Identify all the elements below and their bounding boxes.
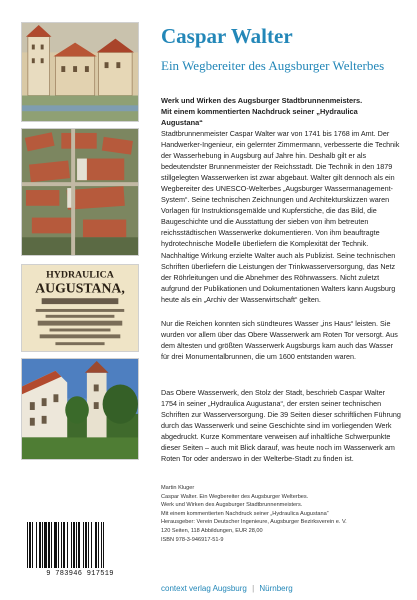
biblio-editor: Herausgeber: Verein Deutscher Ingenieure, Augsburger Bezirksverein e. V. <box>161 519 347 526</box>
bibliographic-info <box>161 484 401 544</box>
biblio-isbn: ISBN 978-3-946917-51-9 <box>161 536 224 543</box>
book-subtitle: Ein Wegbereiter des Augsburger Welterbes <box>161 58 385 73</box>
publisher-city-1: Augsburg <box>212 584 247 593</box>
cover-title-line1: HYDRAULICA <box>46 269 114 281</box>
lead-line-2: Mit einem kommentierten Nachdruck seiner „Hydraulica Augustana“ <box>161 107 358 127</box>
book-title: Caspar Walter <box>161 24 293 48</box>
biblio-reprint: Mit einem kommentierten Nachdruck seiner „Hydraulica Augustana“ <box>161 510 329 517</box>
isbn-barcode <box>21 520 139 574</box>
waterworks-painting-image <box>21 22 139 122</box>
publisher-city-2: Nürnberg <box>259 584 293 593</box>
city-aerial-photo <box>21 128 139 256</box>
lead-line-1: Werk und Wirken des Augsburger Stadtbrunnenmeisters. <box>161 96 363 105</box>
body-paragraph-1: Stadtbrunnenmeister Caspar Walter war von 1741 bis 1768 im Amt. Der Handwerker-Ingenieur, ein gelernter Zimmermann, verbesserte die Technik der Wasserhebung in Augsburg auf Jahre hin. Deshalb gilt er als bedeutendster Brunnenmeister der Reichsstadt. Die Technik in den 1879 stillgelegten Wasserwerken ist zwar abgebaut. Walter gilt dennoch als ein Wegbereiter des UNESCO-Welterbes „Augsburger Wassermanagement-System“. Seine technischen Zeichnungen und Architekturskizzen waren Vorlagen für Instruktionsgemälde und Kupferstiche, die das Bild, die Baugeschichte und die Ausstattung der sieben von ihm betreuten reichsstädtischen Wasserwerke dokumentieren. Von ihm beauftragte hydrotechnische Modelle überliefern die Komplexität der Technik. <box>161 129 400 248</box>
barcode-digits: 9 783946 917519 <box>46 570 114 578</box>
hydraulica-augustana-title-page <box>21 264 139 352</box>
body-paragraph-2: Nachhaltige Wirkung erzielte Walter auch als Publizist. Seine technischen Schriften überliefern die Leistungen der Trinkwasserversorgung, das Netz der Röhrleitungen und die Abnehmer des Röhrwassers. Nicht zuletzt aufgrund der Publikationen und Dokumentationen Walters kann Augsburg heute als ein „Archiv der Wasserwirtschaft“ gelten. <box>161 251 396 304</box>
water-tower-photo <box>21 358 139 460</box>
publisher-separator: | <box>252 584 255 593</box>
publisher-line <box>161 584 293 593</box>
publisher-name: context verlag <box>161 584 211 593</box>
biblio-subtitle: Werk und Wirken des Augsburger Stadtbrunnenmeisters. <box>161 502 303 509</box>
biblio-author: Martin Kluger <box>161 485 195 491</box>
cover-title-line2: AUGUSTANA, <box>35 280 125 296</box>
biblio-pages-price: 120 Seiten, 118 Abbildungen, EUR 28,00 <box>161 527 263 534</box>
lead-text <box>161 95 401 128</box>
body-paragraph-3: Nur die Reichen konnten sich sündteures Wasser „ins Haus“ leisten. Sie wurden vor allem über das Obere Wasserwerk am Roten Tor versorgt. Aus dem ältesten und größten Wasserwerk Augsburgs kam auch das Wasser für drei Monumentalbrunnen, die um 1600 entstanden waren. <box>161 319 398 361</box>
biblio-title: Caspar Walter. Ein Wegbereiter des Augsburger Welterbes. <box>161 493 309 500</box>
body-paragraph-4: Das Obere Wasserwerk, den Stolz der Stadt, beschrieb Caspar Walter 1754 in seiner „Hydraulica Augustana“, der ersten seiner technischen Schriften zur Wasserversorgung. Die 39 Seiten dieser schriftlichen Führung durch das Wasserwerk und seine Geschichte sind im vorliegenden Werk abgedruckt. Kurze Kommentare verweisen auf inhaltliche Schwerpunkte dieser Seiten – auch mit Blick darauf, was heute noch im Wasserwerk am Roten Tor oder anderswo in der Welterbe-Stadt zu finden ist. <box>161 388 401 463</box>
